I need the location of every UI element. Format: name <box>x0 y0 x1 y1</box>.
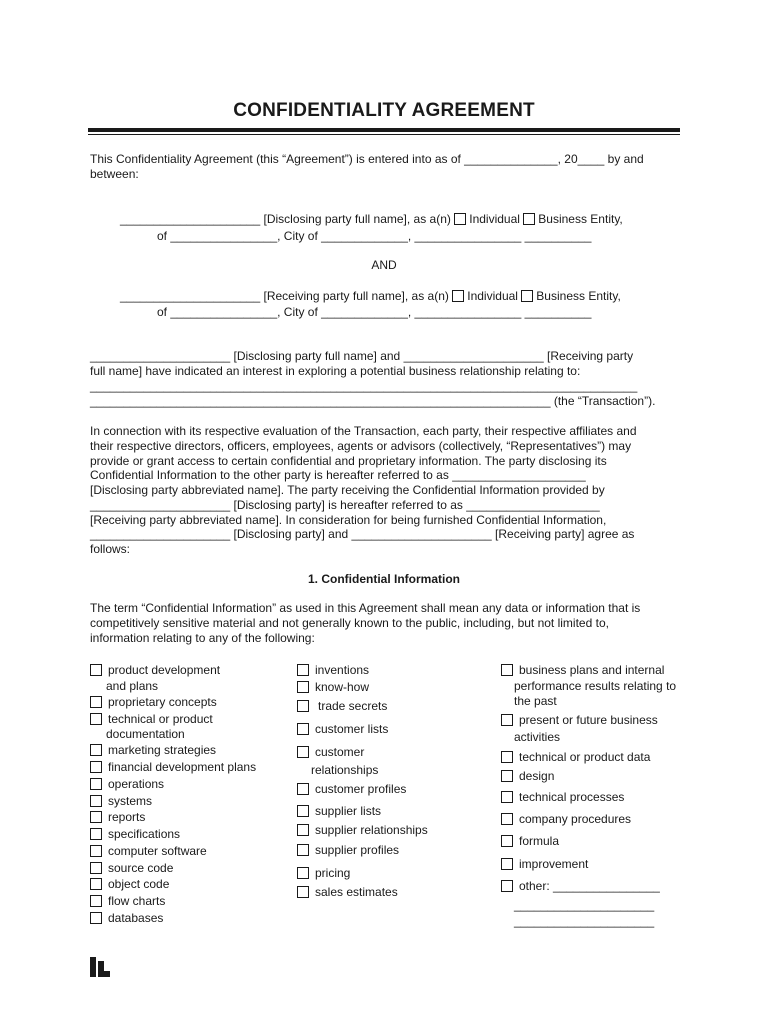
checkbox[interactable] <box>501 664 513 676</box>
checklist-label: other: ________________ <box>519 879 660 893</box>
checkbox[interactable] <box>90 811 102 823</box>
checklist-item <box>90 809 145 825</box>
checklist-item <box>297 679 369 695</box>
checkbox[interactable] <box>501 751 513 763</box>
checklist-label-continuation: _____________________ <box>514 914 655 928</box>
checklist-label: sales estimates <box>315 885 398 899</box>
checkbox[interactable] <box>297 700 309 712</box>
checkbox[interactable] <box>90 862 102 874</box>
checklist-label: know-how <box>315 680 370 694</box>
party1-individual-label: Individual <box>469 212 520 226</box>
checklist-item <box>297 698 387 714</box>
representatives-line: [Receiving party abbreviated name]. In consideration for being furnished Confidential Information, <box>90 513 607 527</box>
checklist-item <box>501 856 588 872</box>
checklist-label: supplier lists <box>315 804 382 818</box>
checklist-label: technical processes <box>519 790 625 804</box>
checklist-label: source code <box>108 861 174 875</box>
checkbox[interactable] <box>90 795 102 807</box>
section-1-line: information relating to any of the following: <box>90 631 315 645</box>
checklist-label: computer software <box>108 844 207 858</box>
checklist-label: databases <box>108 911 164 925</box>
checklist-item <box>501 878 660 894</box>
checklist-label: supplier profiles <box>315 843 400 857</box>
checklist-label-continuation: _____________________ <box>514 898 655 912</box>
intro-line-2: between: <box>90 167 139 181</box>
checklist-label-continuation: performance results relating to <box>514 679 677 693</box>
checklist-label: specifications <box>108 827 181 841</box>
checklist-label-continuation: and plans <box>106 679 159 693</box>
checklist-item <box>501 749 650 765</box>
checklist-label: pricing <box>315 866 351 880</box>
brand-logo-icon <box>90 957 110 977</box>
checklist-item <box>90 910 163 926</box>
section-1-line: The term “Confidential Information” as used in this Agreement shall mean any data or information that is <box>90 601 641 615</box>
checklist-label: customer profiles <box>315 782 407 796</box>
checklist-item <box>501 712 658 728</box>
checklist-label: supplier relationships <box>315 823 428 837</box>
party1-business-label: Business Entity, <box>538 212 623 226</box>
checklist-item <box>297 884 398 900</box>
checkbox[interactable] <box>297 783 309 795</box>
representatives-line: their respective directors, officers, employees, agents or advisors (collectively, “Representatives”) may <box>90 439 632 453</box>
checklist-item <box>90 876 169 892</box>
checklist-item <box>90 759 256 775</box>
party1-business-checkbox[interactable] <box>523 213 535 225</box>
checklist-item <box>297 803 381 819</box>
checkbox[interactable] <box>501 791 513 803</box>
checkbox[interactable] <box>297 746 309 758</box>
checklist-label: inventions <box>315 663 370 677</box>
interest-line-2: full name] have indicated an interest in exploring a potential business relationship relating to: <box>90 364 581 378</box>
party2-name-row <box>120 289 621 304</box>
interest-line-1: _____________________ [Disclosing party full name] and _____________________ [Receiving party <box>90 349 634 363</box>
checklist-item <box>90 793 152 809</box>
checklist-item <box>501 768 554 784</box>
checkbox[interactable] <box>90 744 102 756</box>
checkbox[interactable] <box>90 878 102 890</box>
checklist-item <box>90 711 213 727</box>
checklist-label: financial development plans <box>108 760 257 774</box>
checkbox[interactable] <box>90 828 102 840</box>
representatives-line: provide or grant access to certain confidential and proprietary information. The party disclosing its <box>90 454 607 468</box>
checkbox[interactable] <box>297 681 309 693</box>
checklist-label: customer <box>315 745 365 759</box>
checklist-item <box>297 781 406 797</box>
party2-business-label: Business Entity, <box>536 289 621 303</box>
representatives-line: follows: <box>90 542 131 556</box>
interest-line-3: __________________________________________________________________________________ <box>90 379 638 393</box>
checklist-label: company procedures <box>519 812 632 826</box>
checkbox[interactable] <box>90 713 102 725</box>
section-1-heading: 1. Confidential Information <box>308 572 460 586</box>
checklist-label: product development <box>108 663 221 677</box>
checkbox[interactable] <box>501 858 513 870</box>
checklist-label: marketing strategies <box>108 743 217 757</box>
checklist-item <box>90 843 207 859</box>
checklist-item <box>90 860 173 876</box>
checkbox[interactable] <box>90 778 102 790</box>
checklist-label: technical or product data <box>519 750 651 764</box>
checklist-item <box>297 842 399 858</box>
checkbox[interactable] <box>297 805 309 817</box>
checklist-label: business plans and internal <box>519 663 665 677</box>
checklist-item <box>501 833 559 849</box>
checklist-label: proprietary concepts <box>108 695 217 709</box>
checklist-item <box>501 662 664 678</box>
checklist-label: formula <box>519 834 560 848</box>
checkbox[interactable] <box>501 770 513 782</box>
party2-name-text: _____________________ [Receiving party full name], as a(n) <box>120 289 449 303</box>
checklist-label-continuation: documentation <box>106 727 185 741</box>
checklist-item <box>297 721 388 737</box>
checkbox[interactable] <box>90 912 102 924</box>
title-rule-thick <box>88 128 680 132</box>
checklist-item <box>90 826 180 842</box>
party1-name-row <box>120 212 623 227</box>
checklist-item <box>90 662 220 678</box>
representatives-line: [Disclosing party abbreviated name]. The party receiving the Confidential Information provided by <box>90 483 605 497</box>
party2-individual-checkbox[interactable] <box>452 290 464 302</box>
party1-individual-checkbox[interactable] <box>454 213 466 225</box>
representatives-line: _____________________ [Disclosing party] and _____________________ [Receiving party] agree as <box>90 527 635 541</box>
checklist-label-continuation: activities <box>514 730 561 744</box>
checklist-label: design <box>519 769 555 783</box>
checklist-item <box>90 742 216 758</box>
party1-name-text: _____________________ [Disclosing party full name], as a(n) <box>120 212 451 226</box>
checklist-label: reports <box>108 810 146 824</box>
checkbox[interactable] <box>90 845 102 857</box>
checklist-item <box>501 789 624 805</box>
checklist-label: systems <box>108 794 153 808</box>
checklist-label: improvement <box>519 857 589 871</box>
representatives-line: _____________________ [Disclosing party] is hereafter referred to as ____________________ <box>90 498 600 512</box>
checklist-label-continuation: the past <box>514 694 557 708</box>
checkbox[interactable] <box>297 886 309 898</box>
checklist-item <box>90 694 217 710</box>
checklist-label: customer lists <box>315 722 389 736</box>
checklist-item <box>90 893 165 909</box>
checkbox[interactable] <box>297 844 309 856</box>
checkbox[interactable] <box>297 664 309 676</box>
title-rule-thin <box>88 134 680 135</box>
checkbox[interactable] <box>90 696 102 708</box>
checkbox[interactable] <box>501 714 513 726</box>
checkbox[interactable] <box>297 723 309 735</box>
checkbox[interactable] <box>90 895 102 907</box>
party2-individual-label: Individual <box>467 289 518 303</box>
intro-line-1: This Confidentiality Agreement (this “Agreement”) is entered into as of ______________, 20____ by and <box>90 152 644 166</box>
checklist-item <box>297 662 369 678</box>
checklist-item <box>501 811 631 827</box>
checklist-label: technical or product <box>108 712 213 726</box>
checklist-item <box>297 822 428 838</box>
checklist-label: operations <box>108 777 165 791</box>
and-separator: AND <box>371 258 397 272</box>
party2-business-checkbox[interactable] <box>521 290 533 302</box>
checklist-label-continuation: relationships <box>311 763 379 777</box>
document-title: CONFIDENTIALITY AGREEMENT <box>233 100 535 121</box>
party1-address: of ________________, City of _____________, ________________ __________ <box>157 229 592 243</box>
checkbox[interactable] <box>90 761 102 773</box>
section-1-line: competitively sensitive material and not generally known to the public, including, but not limited to, <box>90 616 609 630</box>
interest-line-4: _____________________________________________________________________ (the “Transaction”). <box>90 394 656 408</box>
checklist-label: trade secrets <box>318 699 388 713</box>
checkbox[interactable] <box>297 867 309 879</box>
checkbox[interactable] <box>501 835 513 847</box>
representatives-line: In connection with its respective evaluation of the Transaction, each party, their respective affiliates and <box>90 424 637 438</box>
checklist-item <box>297 865 350 881</box>
party2-address: of ________________, City of _____________, ________________ __________ <box>157 305 592 319</box>
checklist-label: present or future business <box>519 713 658 727</box>
checkbox[interactable] <box>501 813 513 825</box>
checkbox[interactable] <box>297 824 309 836</box>
checkbox[interactable] <box>501 880 513 892</box>
checklist-item <box>297 744 364 760</box>
representatives-line: Confidential Information to the other party is hereafter referred to as ____________________ <box>90 468 586 482</box>
checklist-item <box>90 776 164 792</box>
checkbox[interactable] <box>90 664 102 676</box>
checklist-label: object code <box>108 877 170 891</box>
checklist-label: flow charts <box>108 894 166 908</box>
